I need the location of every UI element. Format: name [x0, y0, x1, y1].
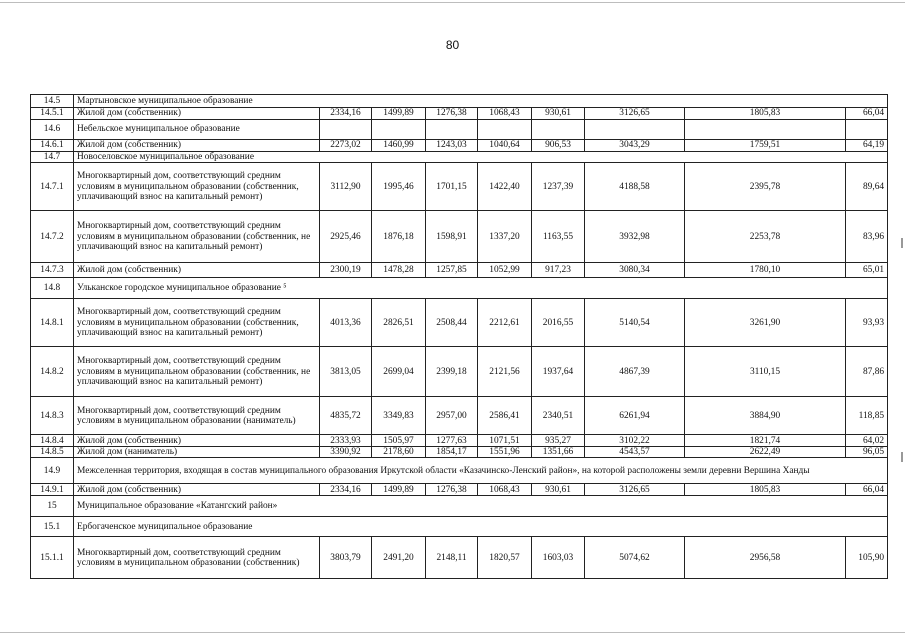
value-cell: 2491,20 — [372, 537, 426, 579]
value-cell: 1068,43 — [478, 484, 532, 496]
value-cell: 1598,91 — [426, 211, 478, 263]
value-cell: 1478,28 — [372, 263, 426, 278]
row-description: Многоквартирный дом, соответствующий средним условиям в муниципальном образовании (собственник, не уплачивающий взнос на капитальный ремонт) — [74, 347, 320, 397]
row-description: Многоквартирный дом, соответствующий средним условиям в муниципальном образовании (наниматель) — [74, 397, 320, 435]
value-cell: 906,53 — [532, 140, 585, 152]
empty-cell — [585, 120, 685, 140]
value-cell: 2956,58 — [685, 537, 846, 579]
value-cell: 2300,19 — [320, 263, 372, 278]
row-code: 14.7.1 — [31, 163, 74, 211]
empty-cell — [372, 120, 426, 140]
row-code: 14.8.4 — [31, 435, 74, 447]
value-cell: 1820,57 — [478, 537, 532, 579]
value-cell: 2212,61 — [478, 299, 532, 347]
value-cell: 1780,10 — [685, 263, 846, 278]
table-row — [31, 278, 888, 299]
value-cell: 1759,51 — [685, 140, 846, 152]
row-code: 14.8.5 — [31, 447, 74, 458]
table-row — [31, 397, 888, 435]
value-cell: 4013,36 — [320, 299, 372, 347]
section-title: Мартыновское муниципальное образование — [74, 95, 888, 108]
row-description: Жилой дом (собственник) — [74, 263, 320, 278]
row-description: Жилой дом (собственник) — [74, 140, 320, 152]
value-cell: 118,85 — [846, 397, 888, 435]
row-code: 15 — [31, 496, 74, 517]
value-cell: 2399,18 — [426, 347, 478, 397]
table-row — [31, 95, 888, 108]
value-cell: 105,90 — [846, 537, 888, 579]
value-cell: 64,02 — [846, 435, 888, 447]
value-cell: 3813,05 — [320, 347, 372, 397]
value-cell: 1551,96 — [478, 447, 532, 458]
value-cell: 3884,90 — [685, 397, 846, 435]
value-cell: 2395,78 — [685, 163, 846, 211]
value-cell: 1805,83 — [685, 484, 846, 496]
table-row — [31, 163, 888, 211]
value-cell: 1351,66 — [532, 447, 585, 458]
value-cell: 1243,03 — [426, 140, 478, 152]
value-cell: 1460,99 — [372, 140, 426, 152]
value-cell: 3261,90 — [685, 299, 846, 347]
table-row — [31, 263, 888, 278]
scan-line-top — [0, 2, 905, 3]
row-code: 14.8.1 — [31, 299, 74, 347]
table-row — [31, 537, 888, 579]
value-cell: 1071,51 — [478, 435, 532, 447]
row-description: Многоквартирный дом, соответствующий средним условиям в муниципальном образовании (собственник, уплачивающий взнос на капитальный ремонт) — [74, 299, 320, 347]
row-code: 14.7.2 — [31, 211, 74, 263]
value-cell: 96,05 — [846, 447, 888, 458]
value-cell: 3043,29 — [585, 140, 685, 152]
value-cell: 3080,34 — [585, 263, 685, 278]
table-row — [31, 108, 888, 120]
value-cell: 2334,16 — [320, 108, 372, 120]
row-code: 14.6 — [31, 120, 74, 140]
value-cell: 930,61 — [532, 484, 585, 496]
empty-cell — [320, 120, 372, 140]
row-code: 14.6.1 — [31, 140, 74, 152]
row-code: 14.8.2 — [31, 347, 74, 397]
value-cell: 1276,38 — [426, 108, 478, 120]
value-cell: 2925,46 — [320, 211, 372, 263]
table-body — [31, 95, 888, 579]
value-cell: 1821,74 — [685, 435, 846, 447]
value-cell: 2121,56 — [478, 347, 532, 397]
value-cell: 2508,44 — [426, 299, 478, 347]
value-cell: 1337,20 — [478, 211, 532, 263]
value-cell: 1995,46 — [372, 163, 426, 211]
row-description: Многоквартирный дом, соответствующий средним условиям в муниципальном образовании (собственник) — [74, 537, 320, 579]
empty-cell — [426, 120, 478, 140]
value-cell: 3932,98 — [585, 211, 685, 263]
scan-edge-mark — [901, 452, 903, 462]
page-number: 80 — [445, 38, 460, 52]
row-code: 14.5.1 — [31, 108, 74, 120]
row-code: 14.7.3 — [31, 263, 74, 278]
section-title: Ербогаченское муниципальное образование — [74, 517, 888, 537]
scan-line-bottom — [0, 632, 905, 633]
value-cell: 83,96 — [846, 211, 888, 263]
value-cell: 4543,57 — [585, 447, 685, 458]
value-cell: 1701,15 — [426, 163, 478, 211]
table-row — [31, 140, 888, 152]
value-cell: 1257,85 — [426, 263, 478, 278]
section-title: Новоселовское муниципальное образование — [74, 152, 888, 163]
table-row — [31, 211, 888, 263]
value-cell: 3126,65 — [585, 108, 685, 120]
row-description: Многоквартирный дом, соответствующий средним условиям в муниципальном образовании (собственник, уплачивающий взнос на капитальный ремонт) — [74, 163, 320, 211]
section-title: Муниципальное образование «Катангский район» — [74, 496, 888, 517]
row-description: Жилой дом (собственник) — [74, 435, 320, 447]
table-row — [31, 484, 888, 496]
table-row — [31, 435, 888, 447]
value-cell: 2178,60 — [372, 447, 426, 458]
value-cell: 66,04 — [846, 484, 888, 496]
value-cell: 3349,83 — [372, 397, 426, 435]
empty-cell — [685, 120, 846, 140]
value-cell: 1876,18 — [372, 211, 426, 263]
row-code: 14.7 — [31, 152, 74, 163]
value-cell: 1499,89 — [372, 108, 426, 120]
row-description: Жилой дом (собственник) — [74, 484, 320, 496]
value-cell: 65,01 — [846, 263, 888, 278]
value-cell: 1052,99 — [478, 263, 532, 278]
value-cell: 1854,17 — [426, 447, 478, 458]
table-row — [31, 299, 888, 347]
value-cell: 2016,55 — [532, 299, 585, 347]
value-cell: 1276,38 — [426, 484, 478, 496]
value-cell: 64,19 — [846, 140, 888, 152]
value-cell: 3126,65 — [585, 484, 685, 496]
scan-edge-mark — [901, 238, 903, 248]
table-row — [31, 347, 888, 397]
value-cell: 1505,97 — [372, 435, 426, 447]
value-cell: 5074,62 — [585, 537, 685, 579]
value-cell: 2826,51 — [372, 299, 426, 347]
value-cell: 66,04 — [846, 108, 888, 120]
value-cell: 3110,15 — [685, 347, 846, 397]
value-cell: 1068,43 — [478, 108, 532, 120]
value-cell: 935,27 — [532, 435, 585, 447]
value-cell: 1805,83 — [685, 108, 846, 120]
value-cell: 5140,54 — [585, 299, 685, 347]
value-cell: 2699,04 — [372, 347, 426, 397]
value-cell: 3803,79 — [320, 537, 372, 579]
empty-cell — [532, 120, 585, 140]
value-cell: 2586,41 — [478, 397, 532, 435]
value-cell: 2340,51 — [532, 397, 585, 435]
value-cell: 3112,90 — [320, 163, 372, 211]
table-row — [31, 458, 888, 484]
value-cell: 2253,78 — [685, 211, 846, 263]
row-code: 15.1.1 — [31, 537, 74, 579]
value-cell: 2273,02 — [320, 140, 372, 152]
section-title: Ульканское городское муниципальное образование ⁵ — [74, 278, 888, 299]
empty-cell — [846, 120, 888, 140]
value-cell: 2148,11 — [426, 537, 478, 579]
value-cell: 87,86 — [846, 347, 888, 397]
table-row — [31, 120, 888, 140]
value-cell: 3390,92 — [320, 447, 372, 458]
value-cell: 1040,64 — [478, 140, 532, 152]
table-row — [31, 517, 888, 537]
value-cell: 930,61 — [532, 108, 585, 120]
value-cell: 1499,89 — [372, 484, 426, 496]
value-cell: 93,93 — [846, 299, 888, 347]
row-description: Жилой дом (наниматель) — [74, 447, 320, 458]
value-cell: 1422,40 — [478, 163, 532, 211]
value-cell: 1603,03 — [532, 537, 585, 579]
row-description: Жилой дом (собственник) — [74, 108, 320, 120]
value-cell: 4835,72 — [320, 397, 372, 435]
row-code: 14.5 — [31, 95, 74, 108]
tariff-table — [30, 94, 888, 579]
section-title: Межселенная территория, входящая в состав муниципального образования Иркутской области «Казачинско-Ленский район», на которой расположены земли деревни Вершина Ханды — [74, 458, 888, 484]
value-cell: 1277,63 — [426, 435, 478, 447]
value-cell: 89,64 — [846, 163, 888, 211]
table-row — [31, 447, 888, 458]
value-cell: 1237,39 — [532, 163, 585, 211]
row-code: 15.1 — [31, 517, 74, 537]
value-cell: 2333,93 — [320, 435, 372, 447]
value-cell: 917,23 — [532, 263, 585, 278]
row-code: 14.8.3 — [31, 397, 74, 435]
table-row — [31, 496, 888, 517]
value-cell: 1163,55 — [532, 211, 585, 263]
section-title: Небельское муниципальное образование — [74, 120, 320, 140]
value-cell: 2957,00 — [426, 397, 478, 435]
value-cell: 4867,39 — [585, 347, 685, 397]
row-description: Многоквартирный дом, соответствующий средним условиям в муниципальном образовании (собственник, не уплачивающий взнос на капитальный ремонт) — [74, 211, 320, 263]
value-cell: 2334,16 — [320, 484, 372, 496]
value-cell: 1937,64 — [532, 347, 585, 397]
value-cell: 6261,94 — [585, 397, 685, 435]
empty-cell — [478, 120, 532, 140]
value-cell: 4188,58 — [585, 163, 685, 211]
row-code: 14.8 — [31, 278, 74, 299]
row-code: 14.9.1 — [31, 484, 74, 496]
value-cell: 2622,49 — [685, 447, 846, 458]
row-code: 14.9 — [31, 458, 74, 484]
value-cell: 3102,22 — [585, 435, 685, 447]
table-row — [31, 152, 888, 163]
